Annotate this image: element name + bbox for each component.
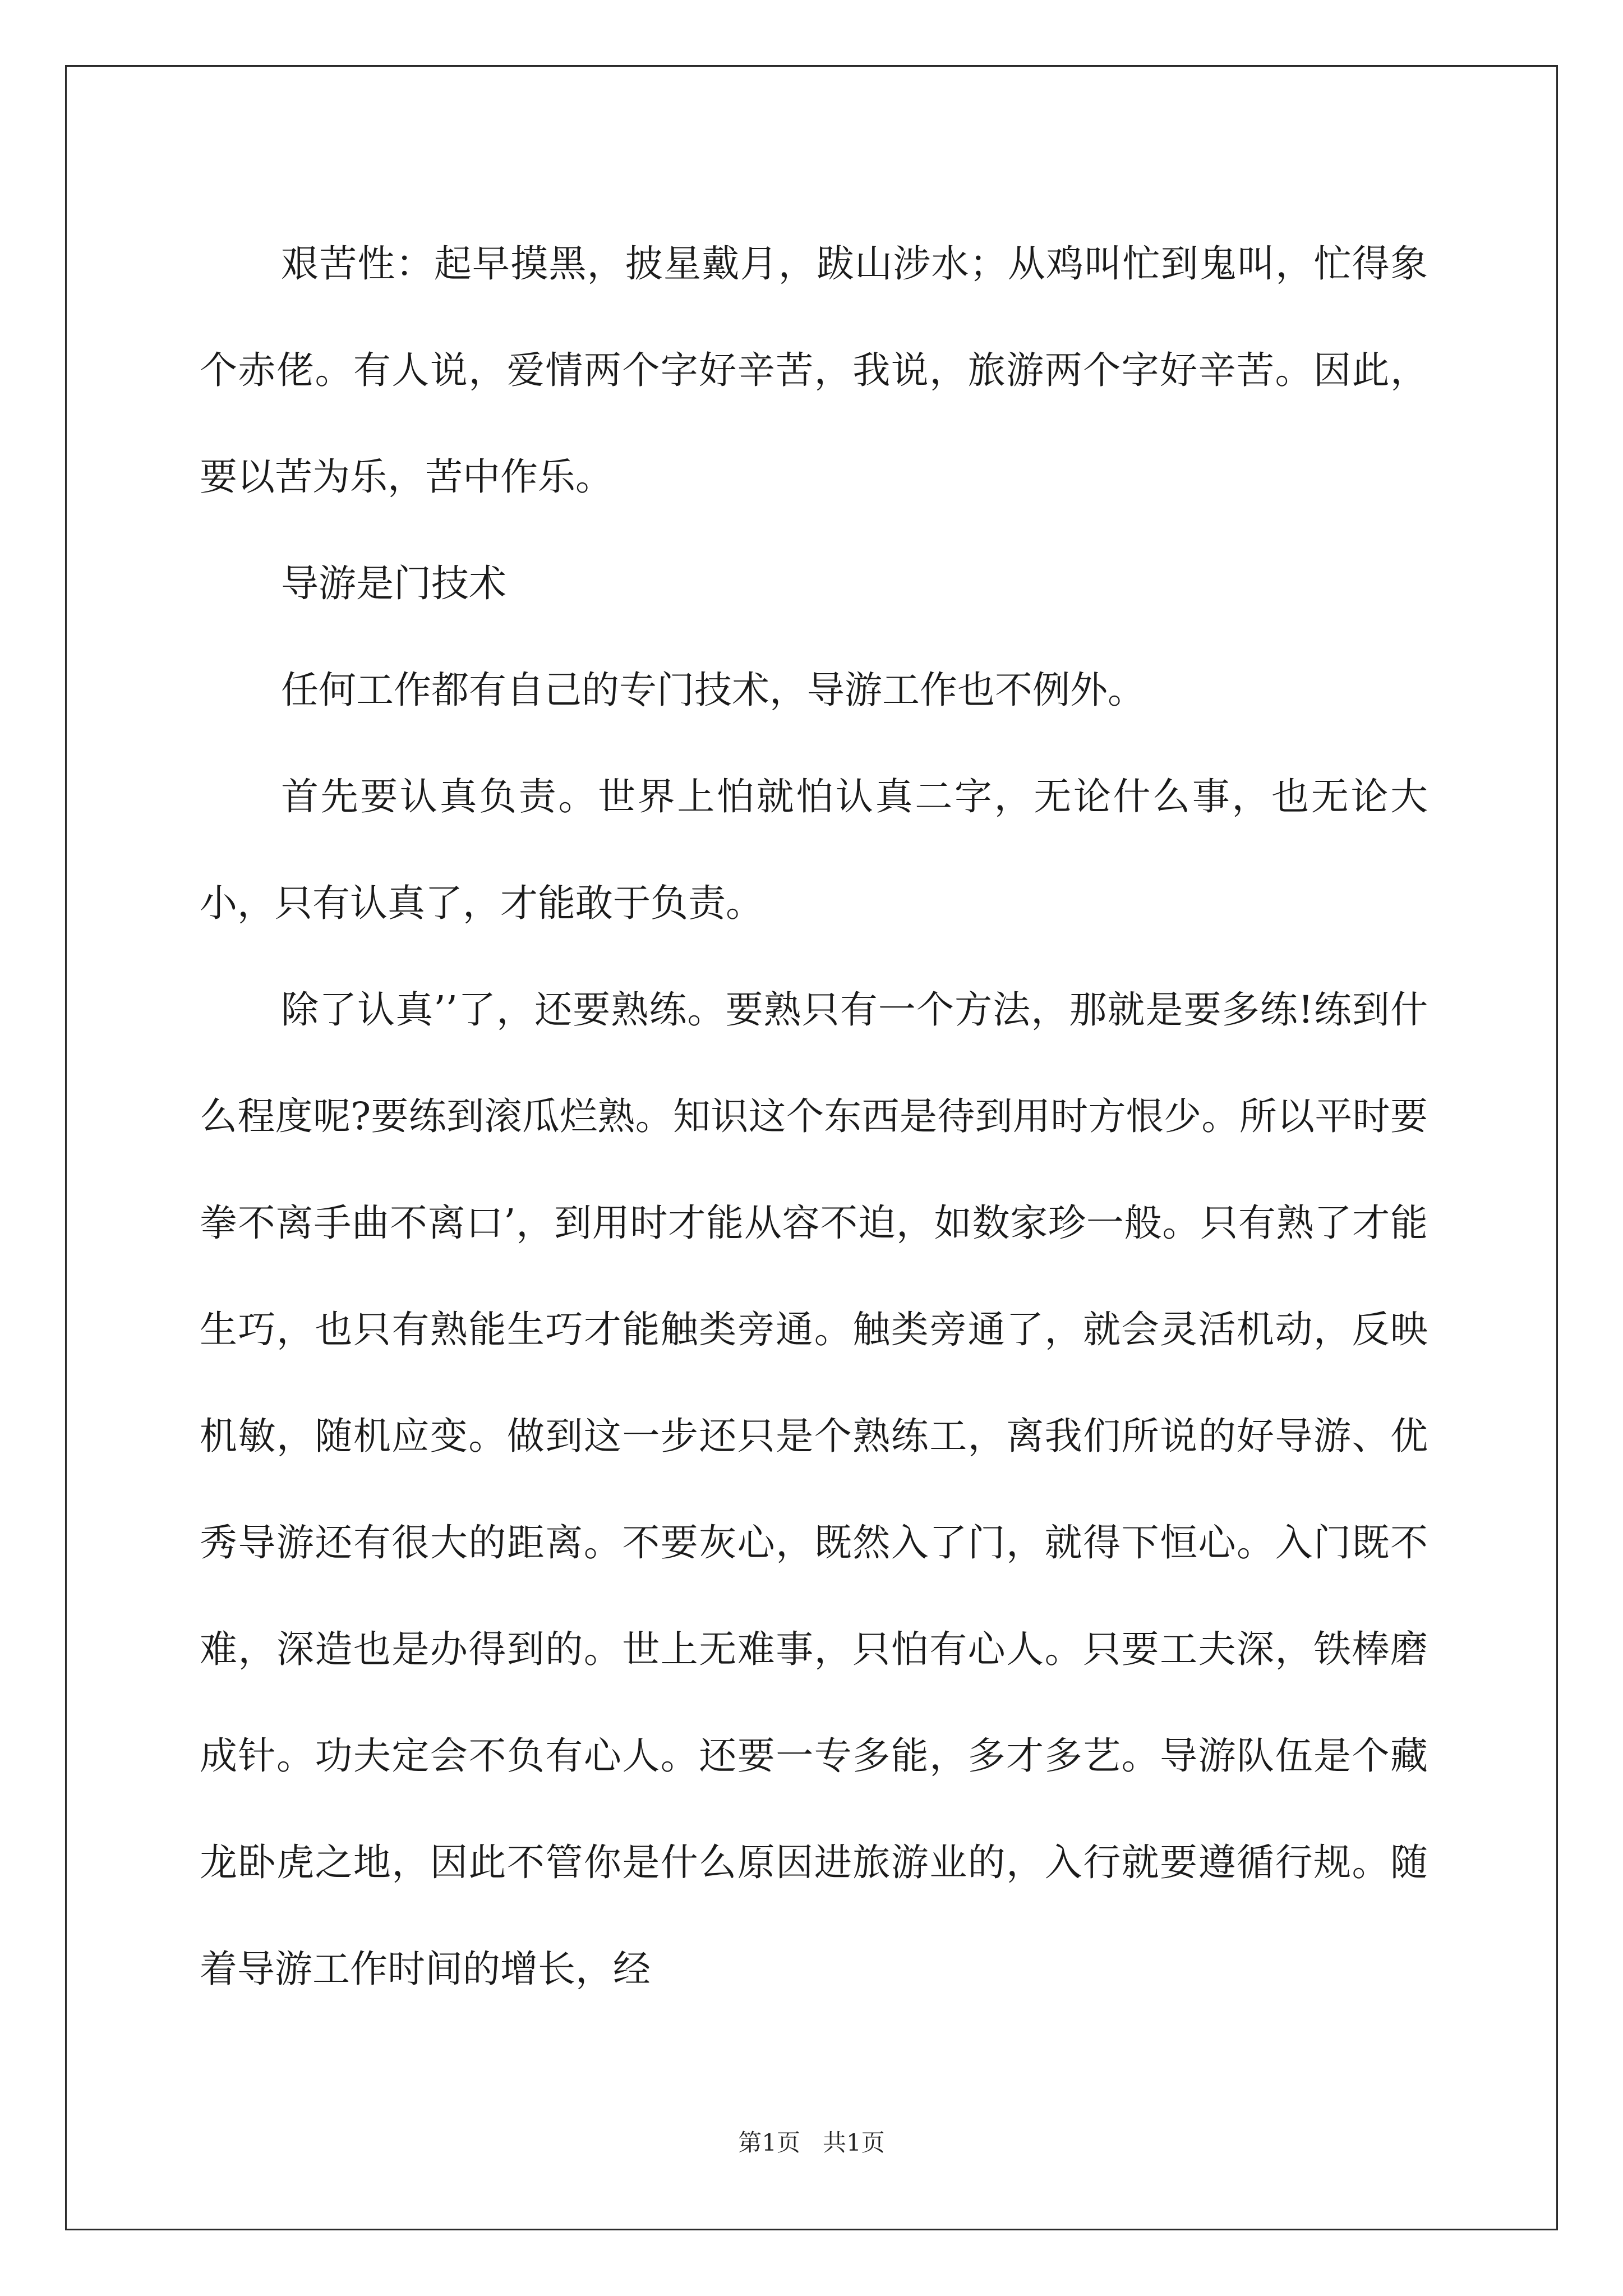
paragraph-hardship: 艰苦性：起早摸黑，披星戴月，跋山涉水；从鸡叫忙到鬼叫，忙得象个赤佬。有人说，爱情两个字好辛苦，我说，旅游两个字好辛苦。因此，要以苦为乐，苦中作乐。 <box>200 242 1428 499</box>
page-number: 第1页 <box>738 2129 800 2156</box>
document-body <box>200 210 1428 2022</box>
paragraph-every-job-has-skill: 任何工作都有自己的专门技术，导游工作也不例外。 <box>281 668 1145 712</box>
page-footer <box>0 2129 1623 2157</box>
paragraph-be-skilled: 除了认真’’了，还要熟练。要熟只有一个方法，那就是要多练!练到什么程度呢?要练到滚瓜烂熟。知识这个东西是待到用时方恨少。所以平时要拳不离手曲不离口’，到用时才能从容不迫，如数家珍一般。只有熟了才能生巧，也只有熟能生巧才能触类旁通。触类旁通了，就会灵活机动，反映机敏，随机应变。做到这一步还只是个熟练工，离我们所说的好导游、优秀导游还有很大的距离。不要灰心，既然入了门，就得下恒心。入门既不难，深造也是办得到的。世上无难事，只怕有心人。只要工夫深，铁棒磨成针。功夫定会不负有心人。还要一专多能，多才多艺。导游队伍是个藏龙卧虎之地，因此不管你是什么原因进旅游业的，入行就要遵循行规。随着导游工作时间的增长，经 <box>200 988 1428 1991</box>
paragraph-be-responsible: 首先要认真负责。世界上怕就怕认真二字，无论什么事，也无论大小，只有认真了，才能敢于负责。 <box>200 775 1428 925</box>
page-total: 共1页 <box>823 2129 885 2156</box>
footer-spacer <box>800 2129 823 2156</box>
paragraph-heading-guide-skill: 导游是门技术 <box>281 562 506 605</box>
